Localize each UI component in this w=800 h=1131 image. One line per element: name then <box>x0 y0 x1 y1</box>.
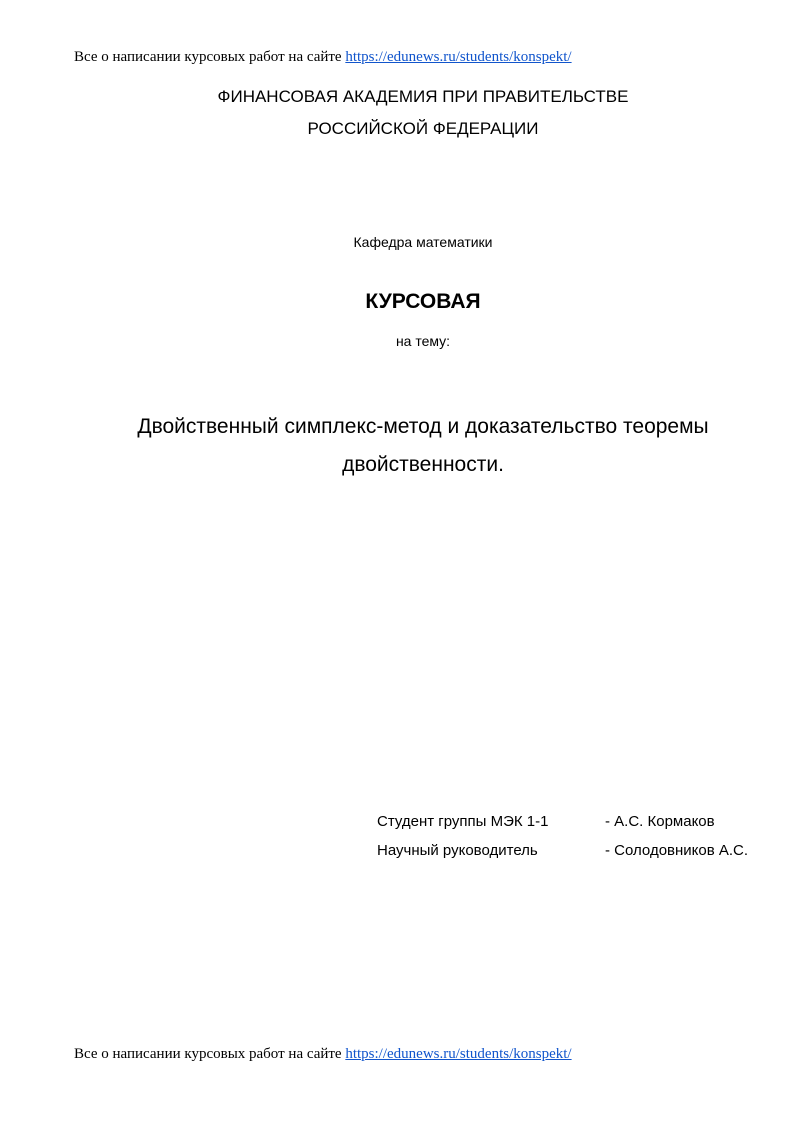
topic-title-line2: двойственности. <box>342 453 504 476</box>
signature-supervisor <box>377 842 748 859</box>
document-type-title: КУРСОВАЯ <box>365 290 481 313</box>
signature-student <box>377 813 715 830</box>
institution-name-line2: РОССИЙСКОЙ ФЕДЕРАЦИИ <box>307 119 539 138</box>
page-footer <box>74 1046 572 1063</box>
footer-text: Все о написании курсовых работ на сайте <box>74 1046 346 1062</box>
institution-name-line1: ФИНАНСОВАЯ АКАДЕМИЯ ПРИ ПРАВИТЕЛЬСТВЕ <box>217 87 629 106</box>
topic-label: на тему: <box>395 333 451 349</box>
signature-name: - Солодовников А.С. <box>605 842 749 859</box>
page-header <box>74 49 572 66</box>
footer-link[interactable]: https://edunews.ru/students/konspekt/ <box>345 1046 572 1062</box>
topic-title-line1: Двойственный симплекс-метод и доказательство теоремы <box>137 415 709 438</box>
signature-role: Научный руководитель <box>377 842 538 859</box>
department-name: Кафедра математики <box>353 234 493 250</box>
header-link[interactable]: https://edunews.ru/students/konspekt/ <box>345 49 572 65</box>
header-text: Все о написании курсовых работ на сайте <box>74 49 346 65</box>
signature-role: Студент группы МЭК 1-1 <box>377 813 549 830</box>
signature-name: - А.С. Кормаков <box>605 813 715 830</box>
